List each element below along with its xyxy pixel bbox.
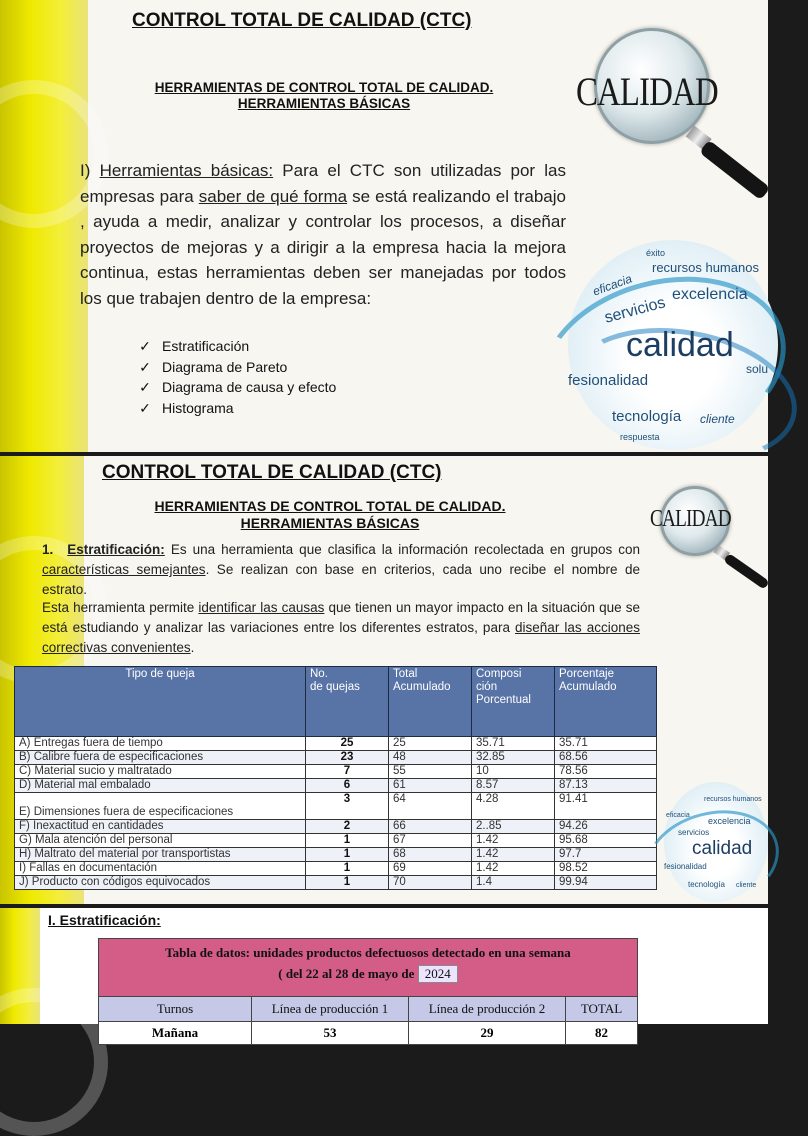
data-table-title-line1: Tabla de datos: unidades productos defectuosos detectado en una semana	[165, 945, 571, 960]
cell: B) Calibre fuera de especificaciones	[15, 751, 306, 765]
list-item	[138, 398, 336, 419]
cloud-word: recursos humanos	[704, 796, 762, 803]
stratification-purpose	[42, 598, 640, 658]
cell: 53	[252, 1022, 409, 1045]
list-item	[138, 336, 336, 357]
data-table-title-box	[98, 938, 638, 1002]
cloud-word: respuesta	[620, 432, 660, 442]
cell: 82	[566, 1022, 638, 1045]
slide1-paragraph	[80, 158, 566, 311]
cell: 99.94	[555, 876, 657, 890]
list-item	[138, 377, 336, 398]
check-icon: ✓	[139, 358, 151, 375]
cell: 55	[389, 765, 472, 779]
cell: 10	[472, 765, 555, 779]
cell: 68	[389, 848, 472, 862]
cell: 6	[306, 779, 389, 793]
cloud-word: recursos humanos	[652, 260, 759, 275]
column-header: Turnos	[99, 997, 252, 1022]
para-underlined: saber de qué forma	[198, 186, 348, 206]
cell: 29	[409, 1022, 566, 1045]
table-row	[15, 765, 657, 779]
slide1-subtitle-line1: HERRAMIENTAS DE CONTROL TOTAL DE CALIDAD.	[154, 80, 494, 95]
slide-1	[0, 0, 768, 452]
cell: 1	[306, 834, 389, 848]
cell: 61	[389, 779, 472, 793]
cloud-word: excelencia	[708, 816, 751, 826]
production-defects-table	[98, 996, 638, 1045]
table-row	[15, 848, 657, 862]
check-icon: ✓	[139, 399, 151, 416]
calidad-magnifier-logo	[572, 18, 768, 198]
slide2-title: CONTROL TOTAL DE CALIDAD (CTC)	[102, 462, 442, 483]
column-header: No. de quejas	[306, 667, 389, 737]
table-row	[99, 1022, 638, 1045]
logo-word: CALIDAD	[650, 506, 731, 532]
column-header: Línea de producción 1	[252, 997, 409, 1022]
cloud-word: eficacia	[666, 812, 690, 819]
cloud-word: fesionalidad	[664, 862, 707, 871]
stratification-definition	[42, 540, 640, 600]
table-row	[15, 834, 657, 848]
slide-3	[0, 908, 768, 1040]
cell: 48	[389, 751, 472, 765]
table-row	[15, 779, 657, 793]
p2-text-2: que tienen un mayor impacto en la situación que se está estudiando y analizar las variaciones entre los diferentes estratos, para	[42, 600, 640, 635]
cell: 98.52	[555, 862, 657, 876]
para-number: I)	[80, 161, 91, 180]
cloud-word: excelencia	[672, 286, 748, 303]
cell: 8.57	[472, 779, 555, 793]
table-header-row	[99, 997, 638, 1022]
cell: 97.7	[555, 848, 657, 862]
column-header: Línea de producción 2	[409, 997, 566, 1022]
column-header: Porcentaje Acumulado	[555, 667, 657, 737]
cloud-word: fesionalidad	[568, 372, 649, 389]
column-header: Total Acumulado	[389, 667, 472, 737]
cell: 7	[306, 765, 389, 779]
tool-label: Diagrama de Pareto	[162, 358, 288, 375]
cell: 66	[389, 820, 472, 834]
cell: 1.42	[472, 834, 555, 848]
cloud-word: calidad	[692, 838, 753, 859]
cell: 1	[306, 876, 389, 890]
cell: 67	[389, 834, 472, 848]
column-header: Composi ción Porcentual	[472, 667, 555, 737]
cell: 70	[389, 876, 472, 890]
table-header-row	[15, 667, 657, 737]
cell: 64	[389, 793, 472, 820]
check-icon: ✓	[139, 379, 151, 395]
cell: 1.42	[472, 862, 555, 876]
item-number: 1.	[42, 542, 54, 557]
tool-label: Diagrama de causa y efecto	[162, 379, 337, 395]
cell: 1.4	[472, 876, 555, 890]
data-table-title-line2	[99, 965, 637, 983]
cell: 87.13	[555, 779, 657, 793]
cell: Mañana	[99, 1022, 252, 1045]
cell: 25	[389, 737, 472, 751]
table-row	[15, 862, 657, 876]
check-icon: ✓	[139, 338, 151, 354]
cell: J) Producto con códigos equivocados	[15, 876, 306, 890]
cell: 68.56	[555, 751, 657, 765]
table-row	[15, 737, 657, 751]
cell: 2	[306, 820, 389, 834]
p2-underlined-2: diseñar las acciones correctivas convenientes	[42, 620, 640, 655]
year-box: 2024	[418, 965, 458, 983]
table-row	[15, 793, 657, 820]
cell: 1	[306, 848, 389, 862]
cell: G) Mala atención del personal	[15, 834, 306, 848]
tool-label: Histograma	[162, 399, 234, 416]
cloud-word: cliente	[700, 412, 735, 426]
item-text-2: . Se realizan con base en criterios, cada uno recibe el nombre de estrato.	[42, 562, 640, 597]
cell: 1.42	[472, 848, 555, 862]
slide-2	[0, 456, 768, 904]
cloud-word: solu	[746, 362, 769, 376]
p2-text-3: .	[190, 640, 195, 655]
p2-underlined-1: identificar las causas	[198, 600, 325, 615]
cell: 25	[306, 737, 389, 751]
cell: 91.41	[555, 793, 657, 820]
cloud-word: tecnología	[612, 408, 682, 425]
slide2-subtitle-line1: HERRAMIENTAS DE CONTROL TOTAL DE CALIDAD.	[154, 498, 506, 514]
quality-word-cloud-image	[664, 782, 768, 902]
table-row	[15, 876, 657, 890]
complaints-table	[14, 666, 657, 890]
cell: A) Entregas fuera de tiempo	[15, 737, 306, 751]
cloud-word: servicios	[602, 294, 668, 327]
cell: 94.26	[555, 820, 657, 834]
cloud-word: éxito	[646, 248, 666, 258]
cell: 35.71	[472, 737, 555, 751]
logo-word: CALIDAD	[576, 69, 718, 114]
cell: 78.56	[555, 765, 657, 779]
cell: 23	[306, 751, 389, 765]
cell: H) Maltrato del material por transportistas	[15, 848, 306, 862]
slide1-title: CONTROL TOTAL DE CALIDAD (CTC)	[132, 10, 472, 31]
para-text-2: se está realizando el trabajo , ayuda a medir, analizar y controlar los procesos, a diseñar proyectos de mejoras y a dirigir a la empresa hacia la mejora continua, estas herramientas deben ser manejadas por todos los que trabajen dentro de la empresa:	[80, 186, 566, 308]
item-text-1: Es una herramienta que clasifica la información recolectada en grupos con	[164, 542, 640, 557]
cell: F) Inexactitud en cantidades	[15, 820, 306, 834]
date-range-text: ( del 22 al 28 de mayo de	[278, 966, 415, 981]
cell: I) Fallas en documentación	[15, 862, 306, 876]
cloud-word: tecnología	[688, 880, 725, 889]
column-header: Tipo de queja	[15, 667, 306, 737]
cloud-word: calidad	[626, 326, 734, 364]
list-item	[138, 357, 336, 378]
cell: D) Material mal embalado	[15, 779, 306, 793]
slide1-subtitle-line2: HERRAMIENTAS BÁSICAS	[237, 96, 411, 112]
slide2-subtitle	[110, 498, 550, 532]
column-header: TOTAL	[566, 997, 638, 1022]
cell: 1	[306, 862, 389, 876]
cell: E) Dimensiones fuera de especificaciones	[15, 793, 306, 820]
para-heading: Herramientas básicas:	[99, 161, 274, 180]
slide3-title: I. Estratificación:	[48, 912, 161, 928]
cloud-word: servicios	[678, 828, 710, 837]
cloud-word: cliente	[736, 882, 757, 889]
yellow-side-bar	[0, 908, 40, 1024]
cell: 32.85	[472, 751, 555, 765]
item-heading: Estratificación:	[67, 542, 165, 557]
p2-text-1: Esta herramienta permite	[42, 600, 199, 615]
cell: 69	[389, 862, 472, 876]
item-underlined: características semejantes	[42, 562, 206, 577]
cell: 4.28	[472, 793, 555, 820]
slide1-subtitle	[96, 80, 552, 112]
slide2-subtitle-line2: HERRAMIENTAS BÁSICAS	[240, 514, 420, 531]
table-row	[15, 751, 657, 765]
tools-list	[138, 336, 336, 418]
cell: 35.71	[555, 737, 657, 751]
tool-label: Estratificación	[162, 338, 250, 354]
yellow-side-bar	[0, 0, 91, 452]
quality-word-cloud-image	[568, 240, 778, 450]
cloud-word: eficacia	[590, 271, 634, 299]
cell: 3	[306, 793, 389, 820]
table-row	[15, 820, 657, 834]
cell: C) Material sucio y maltratado	[15, 765, 306, 779]
calidad-magnifier-logo	[648, 480, 768, 590]
cell: 95.68	[555, 834, 657, 848]
para-text-1: Para el CTC son utilizadas por las empresas para	[80, 161, 566, 206]
cell: 2..85	[472, 820, 555, 834]
